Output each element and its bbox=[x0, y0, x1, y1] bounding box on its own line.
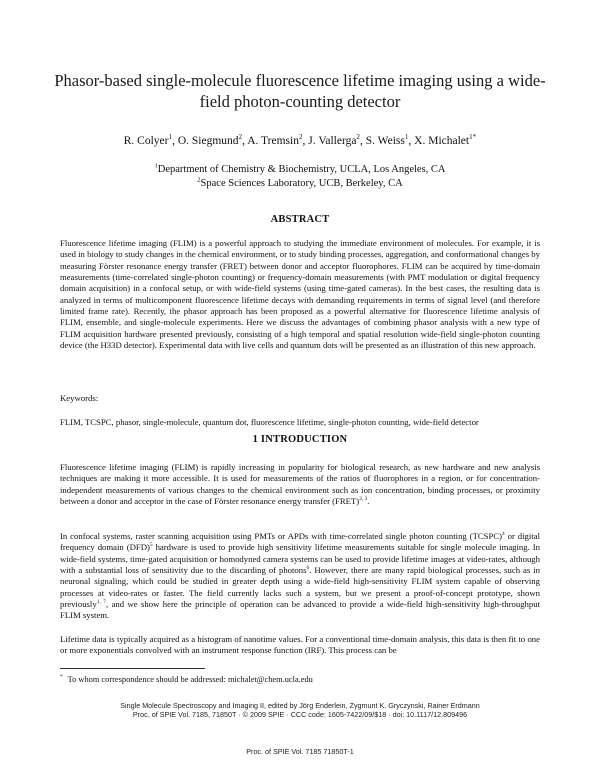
abstract-text: Fluorescence lifetime imaging (FLIM) is a powerful approach to studying the immediate environment of molecules. For example, it is used in biology to study changes in the chemical environment, or to study binding processes, aggregation, and conformational changes by measuring Förster resonance energy transfer (FRET) between donor and acceptor fluorophores. FLIM can be acquired by time-domain measurements (time-correlated single-photon counting) or frequency-domain measurements (with PMT modulation or digital frequency domain acquisition) in a confocal setup, or with wide-field systems (using time-gated cameras). In the best cases, the resulting data is analyzed in terms of multicomponent fluorescence lifetime decays with demanding requirements in terms of signal level (and therefore limited frame rate). Recently, the phasor approach has been proposed as a powerful alternative for fluorescence lifetime analysis of FLIM, ensemble, and single-molecule experiments. Here we discuss the advantages of combining phasor analysis with a new type of FLIM acquisition hardware presented previously, consisting of a high temporal and spatial resolution wide-field single-photon counting device (the H33D detector). Experimental data with live cells and quantum dots will be presented as an illustration of this new approach. bbox=[60, 238, 540, 351]
footnote-email-text[interactable]: To whom correspondence should be addressed: michalet@chem.ucla.edu bbox=[67, 675, 313, 684]
paper-title: Phasor-based single-molecule fluorescence lifetime imaging using a wide-field photon-counting detector bbox=[54, 71, 546, 111]
introduction-heading: 1 INTRODUCTION bbox=[252, 434, 348, 445]
author-affiliation-mark: 2 bbox=[238, 133, 243, 142]
author: S. Weiss$^1$, bbox=[365, 133, 415, 147]
author: X. Michalet$^{1*}$ bbox=[414, 133, 477, 147]
author: J. Vallerga$^2$, bbox=[308, 133, 366, 147]
footer-page-number: Proc. of SPIE Vol. 7185 71850T-1 bbox=[246, 747, 354, 756]
abstract-heading: ABSTRACT bbox=[270, 214, 330, 225]
footnote bbox=[60, 674, 540, 685]
footnote-mark: * bbox=[60, 674, 63, 681]
author-affiliation-mark: 1 bbox=[404, 133, 409, 142]
footer-proceedings-line: Proc. of SPIE Vol. 7185, 71850T · © 2009 SPIE · CCC code: 1605-7422/09/$18 · doi: 10.1117/12.809496 bbox=[132, 710, 468, 719]
keywords-label: Keywords: bbox=[60, 393, 99, 403]
author-affiliation-mark: 1 bbox=[168, 133, 173, 142]
author: A. Tremsin$^2$, bbox=[247, 133, 309, 147]
author: R. Colyer$^1$, bbox=[123, 133, 178, 147]
citation-ref: 5 bbox=[149, 542, 153, 549]
footnote-divider bbox=[60, 668, 205, 669]
citation-ref: 1, 7 bbox=[96, 599, 106, 606]
intro-paragraph-2: In confocal systems, raster scanning acquisition using PMTs or APDs with time-correlated single photon counting (TCSPC)$^4$ or digital frequency domain (DFD)$^5$ hardware is used to provide high sensitivity lifetime measurements suitable for single molecule imaging. In wide-field systems, time-gated acquisition or homodyned camera systems can be used to provide lifetime images at video-rates, although with a substantial loss of sensitivity due to the discarding of photons$^6$. However, there are many rapid biological processes, such as in neuronal signaling, which could be studied in greater depth using a wide-field high-sensitivity FLIM system capable of observing processes at video-rates or faster. The field currently lacks such a system, but we present a proof-of-concept prototype, shown previously$^{1, 7}$, and we show here the principle of operation can be advanced to provide a wide-field high-sensitivity high-throughput FLIM system. bbox=[60, 531, 541, 621]
author-list bbox=[40, 134, 560, 148]
intro-paragraph-1: Fluorescence lifetime imaging (FLIM) is rapidly increasing in popularity for biological research, as new hardware and new analysis techniques are making it more accessible. It is used for measurements of the ratios of fluorophores in a region, or for concentration-independent measurements of various changes to the chemical environment such as ion concentration, binding processes, or proximity between a donor and acceptor in the case of Förster resonance energy transfer (FRET)$^{2, 3}$. bbox=[60, 462, 540, 507]
footer-citation-line: Single Molecule Spectroscopy and Imaging II, edited by Jörg Enderlein, Zygmunt K. Gryczynski, Rainer Erdmann bbox=[120, 701, 480, 710]
author: O. Siegmund$^2$, bbox=[177, 133, 248, 147]
citation-ref: 2, 3 bbox=[359, 496, 368, 503]
affiliation-1: $^1$Department of Chemistry & Biochemistry, UCLA, Los Angeles, CA bbox=[154, 162, 446, 175]
author-affiliation-mark: 2 bbox=[356, 133, 360, 142]
affiliation-2: $^2$Space Sciences Laboratory, UCB, Berkeley, CA bbox=[197, 176, 403, 189]
citation-ref: 6 bbox=[306, 565, 310, 572]
keywords-text: FLIM, TCSPC, phasor, single-molecule, quantum dot, fluorescence lifetime, single-photon counting, wide-field detector bbox=[60, 417, 479, 427]
intro-paragraph-3: Lifetime data is typically acquired as a histogram of nanotime values. For a conventional time-domain analysis, this data is then fit to one or more exponentials convolved with an instrument response function (IRF). This process can be bbox=[60, 634, 540, 656]
author-affiliation-mark: 1* bbox=[469, 133, 477, 142]
author-affiliation-mark: 2 bbox=[298, 133, 303, 142]
citation-ref: 4 bbox=[502, 531, 505, 538]
